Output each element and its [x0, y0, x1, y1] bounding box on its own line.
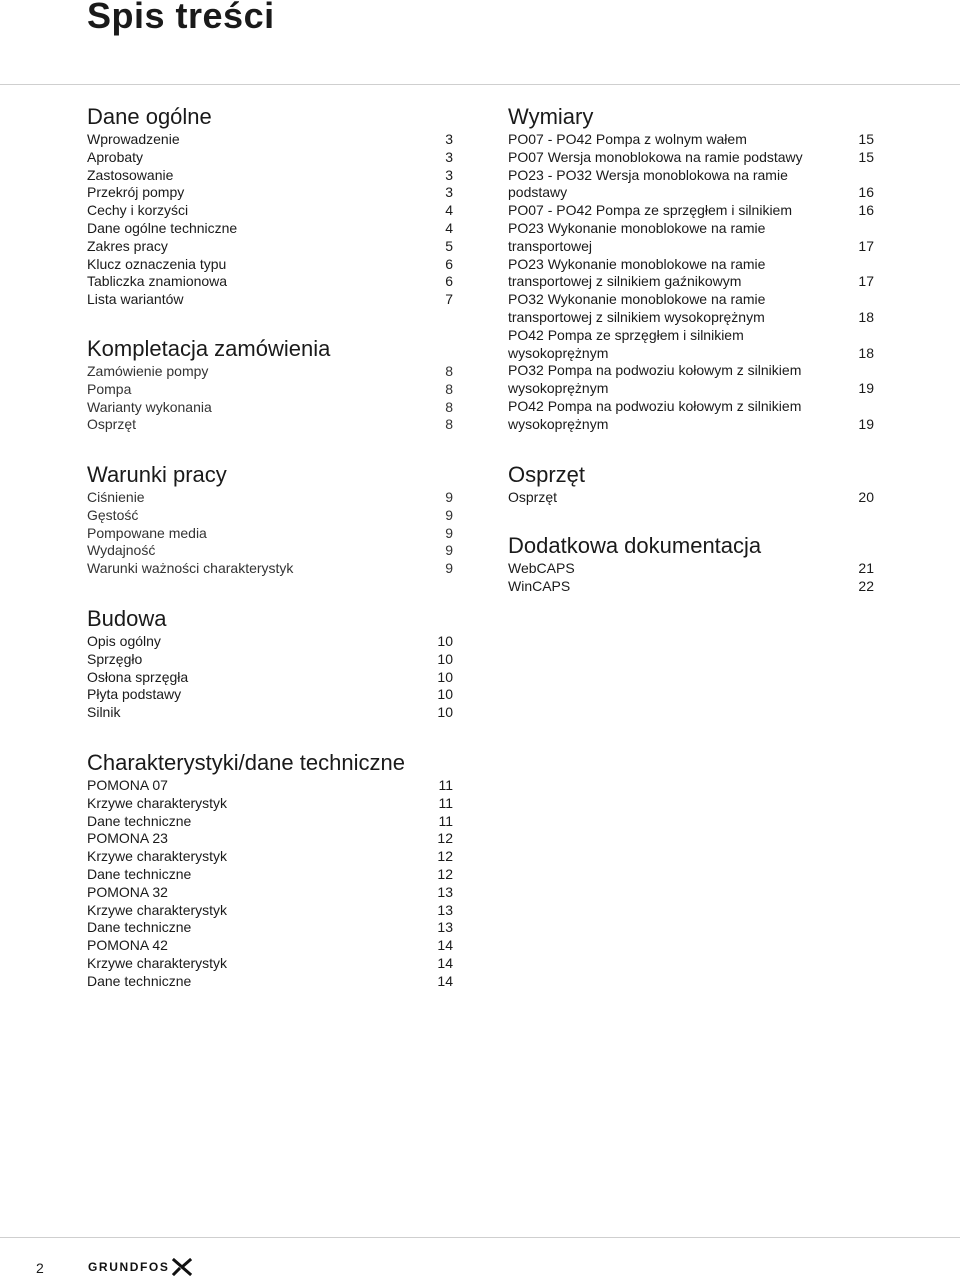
toc-entry-label: PO42 Pompa ze sprzęgłem i silnikiem wysokoprężnym	[508, 326, 744, 361]
toc-entry	[87, 704, 453, 722]
toc-entry-page: 8	[445, 416, 453, 433]
entry-list	[87, 633, 453, 722]
toc-entry-label: PO32 Wykonanie monoblokowe na ramie transportowej z silnikiem wysokoprężnym	[508, 291, 766, 325]
toc-entry-page: 8	[445, 398, 453, 415]
toc-entry	[508, 291, 874, 327]
toc-entry	[87, 363, 453, 381]
section-title: Warunki pracy	[87, 462, 227, 487]
toc-entry-page: 13	[437, 901, 453, 918]
toc-entry-label: Opis ogólny	[87, 633, 161, 649]
page-number: 2	[36, 1260, 44, 1276]
toc-entry	[508, 560, 874, 578]
toc-entry-label: Krzywe charakterystyk	[87, 901, 228, 918]
toc-entry-page: 4	[445, 219, 453, 236]
toc-entry	[87, 973, 453, 991]
toc-entry-page: 16	[858, 184, 874, 201]
toc-section-kompletacja-zamowienia	[87, 336, 453, 434]
entry-list	[87, 131, 453, 309]
toc-entry-label: Płyta podstawy	[87, 686, 182, 703]
toc-entry	[87, 167, 453, 185]
toc-entry-page: 19	[858, 380, 874, 397]
toc-entry-label: Przekrój pompy	[87, 184, 185, 201]
toc-entry-page: 12	[437, 830, 453, 847]
toc-entry-page: 13	[437, 919, 453, 936]
toc-section-budowa	[87, 606, 453, 722]
toc-entry-page: 13	[437, 883, 453, 900]
logo-text: GRUNDFOS	[88, 1260, 170, 1274]
toc-entry-label: Dane techniczne	[87, 919, 192, 936]
toc-entry-label: Osprzęt	[87, 416, 137, 433]
entry-list	[508, 489, 874, 507]
toc-entry-page: 3	[445, 131, 453, 147]
toc-entry-label: Klucz oznaczenia typu	[87, 255, 227, 272]
toc-entry-page: 9	[445, 542, 453, 559]
toc-entry	[87, 777, 453, 795]
toc-entry	[508, 167, 874, 203]
toc-section-wymiary	[508, 104, 874, 434]
toc-entry	[87, 686, 453, 704]
toc-entry-page: 9	[445, 506, 453, 523]
toc-entry	[87, 669, 453, 687]
toc-entry	[508, 578, 874, 596]
toc-entry	[87, 866, 453, 884]
toc-entry-label: Aprobaty	[87, 148, 144, 165]
toc-entry-label: Dane techniczne	[87, 972, 192, 989]
toc-entry-label: Ciśnienie	[87, 489, 145, 505]
toc-entry	[508, 202, 874, 220]
toc-entry-label: WinCAPS	[508, 577, 571, 594]
toc-entry	[87, 149, 453, 167]
toc-entry-label: Zamówienie pompy	[87, 363, 209, 379]
toc-entry-page: 11	[438, 777, 453, 793]
toc-entry-page: 15	[858, 131, 874, 147]
toc-entry	[87, 884, 453, 902]
toc-entry	[87, 399, 453, 417]
toc-entry-page: 10	[437, 650, 453, 667]
toc-entry	[87, 256, 453, 274]
toc-entry-label: Wydajność	[87, 542, 156, 559]
toc-entry-page: 3	[445, 184, 453, 201]
toc-entry	[508, 327, 874, 363]
toc-entry	[87, 238, 453, 256]
toc-entry	[87, 830, 453, 848]
toc-entry-page: 14	[437, 954, 453, 971]
toc-entry	[87, 902, 453, 920]
toc-entry	[87, 507, 453, 525]
toc-entry-label: POMONA 32	[87, 883, 168, 900]
toc-entry-page: 17	[858, 273, 874, 290]
entry-list	[508, 560, 874, 596]
toc-entry-page: 10	[437, 704, 453, 721]
toc-entry-label: Lista wariantów	[87, 291, 184, 308]
toc-entry-label: Pompowane media	[87, 524, 207, 541]
toc-entry-page: 12	[437, 848, 453, 865]
toc-entry	[508, 362, 874, 398]
toc-entry-label: PO07 Wersja monoblokowa na ramie podstawy	[508, 148, 803, 165]
section-title: Wymiary	[508, 104, 594, 129]
toc-entry	[87, 273, 453, 291]
toc-entry-label: Krzywe charakterystyk	[87, 794, 228, 811]
toc-entry-label: PO42 Pompa na podwoziu kołowym z silnikiem wysokoprężnym	[508, 397, 802, 432]
toc-entry-label: POMONA 23	[87, 830, 168, 847]
toc-entry-label: PO07 - PO42 Pompa z wolnym wałem	[508, 131, 747, 147]
toc-entry-page: 14	[437, 937, 453, 954]
toc-entry	[87, 489, 453, 507]
toc-entry-page: 22	[858, 577, 874, 594]
toc-entry	[508, 256, 874, 292]
toc-entry-label: WebCAPS	[508, 560, 575, 576]
toc-entry	[87, 919, 453, 937]
toc-entry-page: 21	[858, 560, 874, 576]
toc-entry	[87, 560, 453, 578]
header-divider	[0, 84, 960, 85]
section-title: Dodatkowa dokumentacja	[508, 533, 762, 558]
toc-entry-label: Cechy i korzyści	[87, 202, 189, 219]
toc-section-dodatkowa-dokumentacja	[508, 533, 874, 596]
toc-entry-label: Osłona sprzęgła	[87, 668, 189, 685]
toc-entry	[508, 220, 874, 256]
section-title: Charakterystyki/dane techniczne	[87, 750, 405, 775]
toc-entry-label: Wprowadzenie	[87, 131, 180, 147]
toc-entry-label: Warianty wykonania	[87, 398, 212, 415]
toc-entry-label: Warunki ważności charakterystyk	[87, 560, 294, 577]
toc-entry	[508, 398, 874, 434]
toc-entry-page: 18	[858, 308, 874, 325]
toc-entry	[87, 525, 453, 543]
toc-entry	[87, 955, 453, 973]
toc-entry-page: 6	[445, 273, 453, 290]
toc-entry-label: Tabliczka znamionowa	[87, 273, 228, 290]
entry-list	[508, 131, 874, 434]
toc-entry-label: Sprzęgło	[87, 650, 143, 667]
toc-entry-label: Zastosowanie	[87, 166, 174, 183]
toc-entry	[87, 848, 453, 866]
toc-entry-label: Krzywe charakterystyk	[87, 848, 228, 865]
toc-entry-page: 14	[437, 972, 453, 989]
toc-section-dane-ogolne	[87, 104, 453, 309]
footer-divider	[0, 1237, 960, 1238]
toc-entry-page: 11	[438, 812, 453, 829]
page-title: Spis treści	[87, 0, 275, 36]
section-title: Kompletacja zamówienia	[87, 336, 331, 361]
toc-entry	[508, 489, 874, 507]
toc-entry-page: 3	[445, 166, 453, 183]
toc-entry-page: 20	[858, 489, 874, 505]
toc-entry-label: POMONA 42	[87, 937, 168, 954]
toc-entry-label: Silnik	[87, 704, 121, 721]
toc-entry-page: 8	[445, 380, 453, 397]
toc-entry-page: 10	[437, 668, 453, 685]
toc-entry-label: Gęstość	[87, 506, 139, 523]
toc-entry-page: 9	[445, 489, 453, 505]
toc-entry	[87, 542, 453, 560]
toc-entry-page: 9	[445, 560, 453, 577]
toc-section-warunki-pracy	[87, 462, 453, 578]
toc-entry-label: Osprzęt	[508, 489, 558, 505]
grundfos-logo	[88, 1255, 192, 1279]
toc-entry	[508, 149, 874, 167]
toc-entry-page: 5	[445, 237, 453, 254]
toc-entry-page: 6	[445, 255, 453, 272]
toc-entry-page: 10	[437, 633, 453, 649]
toc-entry	[87, 202, 453, 220]
toc-section-osprzet	[508, 462, 874, 507]
toc-entry-page: 12	[437, 865, 453, 882]
toc-entry	[87, 416, 453, 434]
toc-entry-label: PO32 Pompa na podwoziu kołowym z silnikiem wysokoprężnym	[508, 362, 802, 397]
toc-entry-page: 16	[858, 202, 874, 219]
toc-entry	[87, 813, 453, 831]
toc-entry-label: PO23 Wykonanie monoblokowe na ramie transportowej z silnikiem gaźnikowym	[508, 255, 766, 290]
toc-entry-label: PO07 - PO42 Pompa ze sprzęgłem i silnikiem	[508, 202, 792, 219]
section-title: Osprzęt	[508, 462, 586, 487]
toc-entry	[87, 651, 453, 669]
toc-entry-page: 10	[437, 686, 453, 703]
toc-section-charakterystyki	[87, 750, 453, 991]
toc-entry	[87, 633, 453, 651]
toc-entry-label: Zakres pracy	[87, 237, 168, 254]
toc-entry	[87, 184, 453, 202]
section-title: Dane ogólne	[87, 104, 212, 129]
toc-entry-page: 7	[445, 291, 453, 308]
toc-entry	[87, 131, 453, 149]
toc-entry-page: 18	[858, 344, 874, 361]
toc-entry-page: 15	[858, 148, 874, 165]
toc-entry	[87, 937, 453, 955]
toc-entry-page: 11	[438, 794, 453, 811]
entry-list	[87, 489, 453, 578]
toc-entry	[87, 381, 453, 399]
toc-entry-label: Krzywe charakterystyk	[87, 954, 228, 971]
toc-entry	[508, 131, 874, 149]
grundfos-x-icon	[172, 1258, 192, 1276]
section-title: Budowa	[87, 606, 167, 631]
toc-entry-page: 3	[445, 148, 453, 165]
toc-entry	[87, 291, 453, 309]
toc-entry-label: Dane ogólne techniczne	[87, 219, 238, 236]
toc-entry-label: PO23 Wykonanie monoblokowe na ramie transportowej	[508, 219, 766, 254]
toc-entry-label: Pompa	[87, 380, 132, 397]
toc-entry-page: 17	[858, 237, 874, 254]
entry-list	[87, 777, 453, 991]
toc-entry-label: Dane techniczne	[87, 865, 192, 882]
entry-list	[87, 363, 453, 434]
toc-entry-page: 19	[858, 415, 874, 432]
toc-entry-page: 8	[445, 363, 453, 379]
toc-entry-label: POMONA 07	[87, 777, 168, 793]
toc-entry-label: PO23 - PO32 Wersja monoblokowa na ramie podstawy	[508, 166, 788, 201]
toc-entry	[87, 220, 453, 238]
toc-entry-label: Dane techniczne	[87, 812, 192, 829]
toc-entry-page: 9	[445, 524, 453, 541]
toc-entry	[87, 795, 453, 813]
toc-entry-page: 4	[445, 202, 453, 219]
